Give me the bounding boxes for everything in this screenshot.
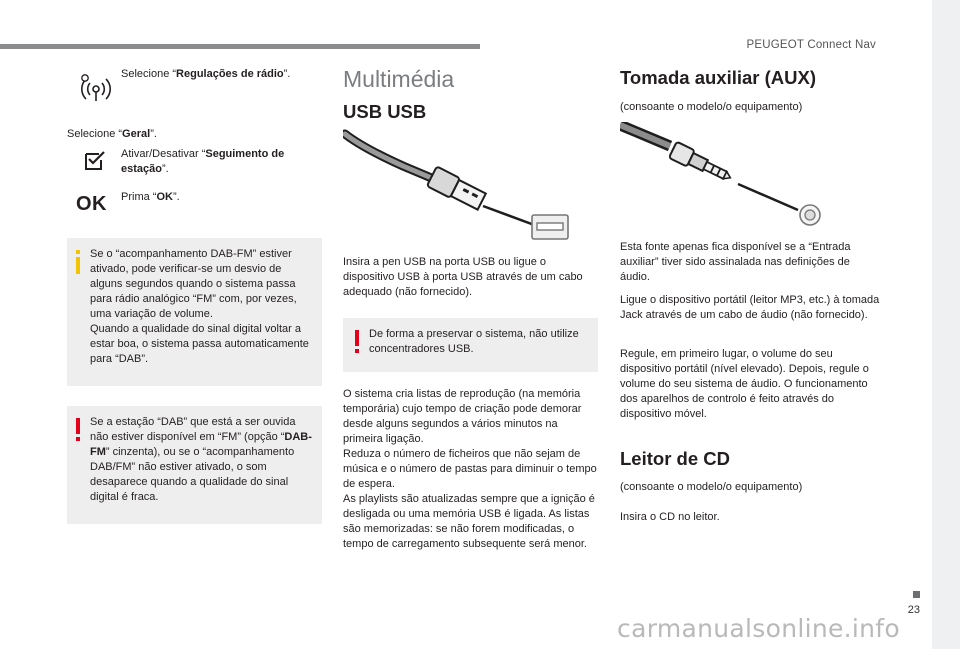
- warning-note: [67, 406, 322, 524]
- checkbox-toggle-icon: [84, 149, 106, 171]
- step-select-radio-settings: Selecione “Regulações de rádio”.: [121, 68, 291, 80]
- ok-icon: OK: [76, 193, 107, 215]
- page-edge-tab: [932, 0, 960, 649]
- info-icon: [73, 250, 83, 274]
- watermark: carmanualsonline.info: [617, 614, 900, 643]
- aux-subtitle: (consoante o modelo/o equipamento): [620, 101, 803, 113]
- info-note-text-1: Se o “acompanhamento DAB-FM” estiver ativado, pode verificar-se um desvio de alguns segundos quando o sistema passa para rádio analógico “FM” com, por vezes, uma variação de volume.: [90, 248, 297, 320]
- aux-paragraph-1: Esta fonte apenas fica disponível se a “Entrada auxiliar” tiver sido assinalada nas definições de áudio.: [620, 241, 851, 283]
- aux-heading: Tomada auxiliar (AUX): [620, 67, 817, 88]
- section-title-multimedia: Multimédia: [343, 66, 455, 92]
- warning-icon: [352, 330, 362, 354]
- info-note: [67, 238, 322, 386]
- usb-warning-note: [343, 318, 598, 372]
- cd-heading: Leitor de CD: [620, 448, 730, 469]
- step-toggle-station-follow: Ativar/Desativar “Seguimento de estação”.: [121, 148, 285, 175]
- usb-heading: USB USB: [343, 101, 427, 122]
- playlist-paragraph-1: O sistema cria listas de reprodução (na memória temporária) cujo tempo de criação pode demorar desde alguns segundos a vários minutos na primeira ligação.: [343, 388, 582, 445]
- aux-paragraph-2: Ligue o dispositivo portátil (leitor MP3, etc.) à tomada Jack através de um cabo de áudio (não fornecido).: [620, 294, 880, 321]
- step-press-ok: Prima “OK”.: [121, 191, 180, 203]
- info-note-text-2: Quando a qualidade do sinal digital voltar a estar boa, o sistema passa automaticamente para “DAB”.: [90, 323, 309, 365]
- brand-label: PEUGEOT Connect Nav: [746, 39, 876, 51]
- radio-settings-icon: [79, 72, 113, 102]
- cd-subtitle: (consoante o modelo/o equipamento): [620, 481, 803, 493]
- jack-cable-illustration: [620, 122, 830, 230]
- cd-instructions: Insira o CD no leitor.: [620, 511, 720, 523]
- page-marker: [913, 591, 920, 598]
- playlist-paragraph-3: As playlists são atualizadas sempre que a ignição é desligada ou uma memória USB é ligada. As listas são memorizadas: se não forem modificadas, o tempo de carregamento subsequente será menor.: [343, 493, 595, 550]
- page-number: 23: [907, 604, 920, 616]
- warning-note-text: Se a estação “DAB” que está a ser ouvida não estiver disponível em “FM” (opção “DAB-FM” cinzenta), ou se o “acompanhamento DAB/FM” não estiver ativado, o som desaparece quando a qualidade do sinal digital é fraca.: [90, 416, 312, 503]
- playlist-info: [343, 387, 598, 552]
- playlist-paragraph-2: Reduza o número de ficheiros que não sejam de música e o número de pastas para diminuir o tempo de espera.: [343, 448, 597, 490]
- warning-icon: [73, 418, 83, 442]
- aux-paragraph-3: Regule, em primeiro lugar, o volume do seu dispositivo portátil (nível elevado). Depois, regule o volume do seu sistema de áudio. O funcionamento dos aparelhos de controlo é feito através do dispositivo móvel.: [620, 348, 869, 420]
- header-rule: [0, 44, 480, 49]
- usb-instructions: Insira a pen USB na porta USB ou ligue o dispositivo USB à porta USB através de um cabo adequado (não fornecido).: [343, 256, 583, 298]
- step-select-general: Selecione “Geral”.: [67, 128, 157, 140]
- usb-cable-illustration: [343, 128, 573, 242]
- usb-warning-text: De forma a preservar o sistema, não utilize concentradores USB.: [369, 328, 579, 355]
